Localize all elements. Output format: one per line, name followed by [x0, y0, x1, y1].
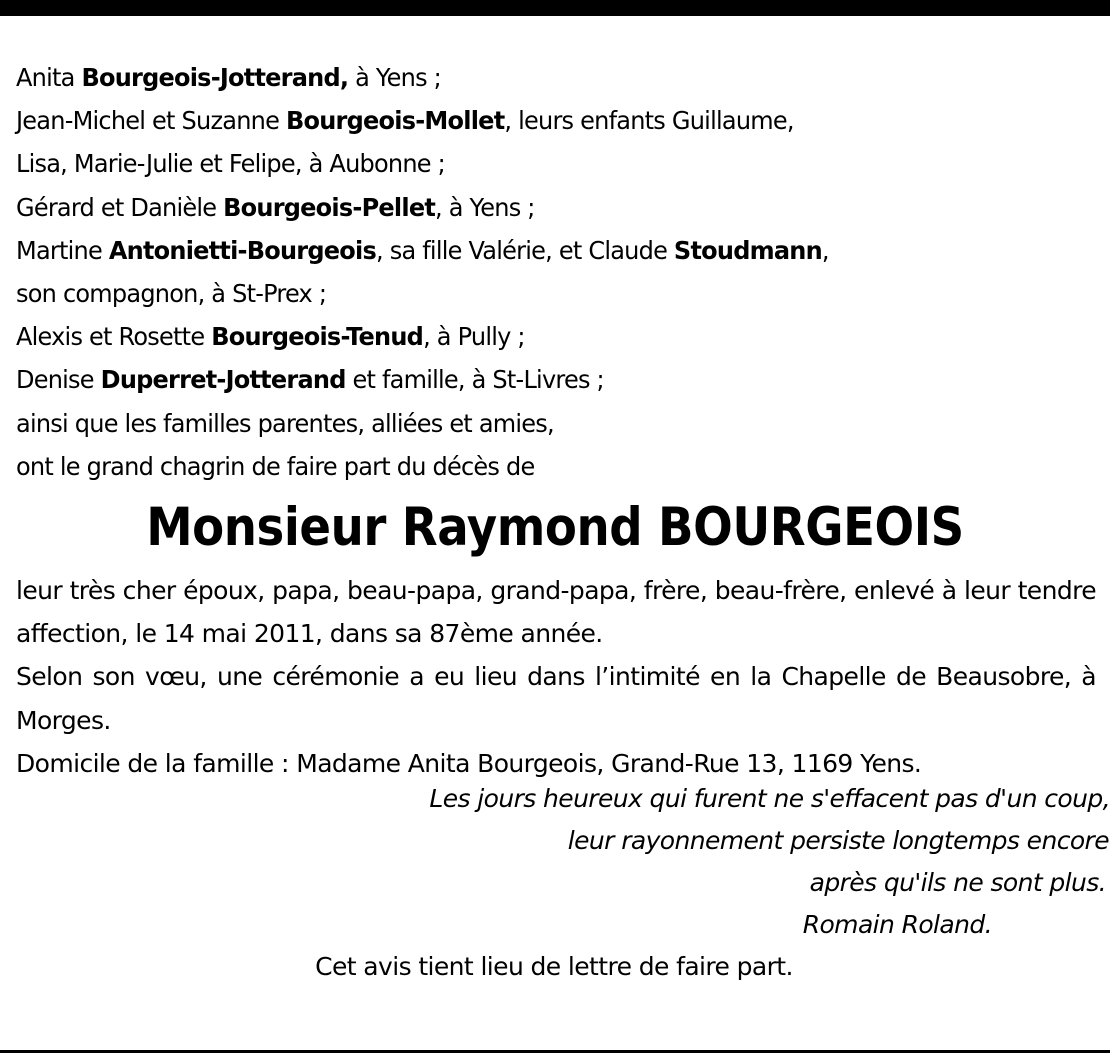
family-line	[16, 445, 1051, 488]
family-text: Denise	[16, 365, 101, 395]
family-text: et famille, à St-Livres ;	[345, 365, 604, 395]
family-line	[16, 229, 1051, 272]
family-line	[16, 272, 1051, 315]
family-text: , sa fille Valérie, et Claude	[375, 235, 674, 265]
bottom-border-rule	[0, 1050, 1110, 1053]
family-line	[16, 402, 1051, 445]
deceased-name: Monsieur Raymond BOURGEOIS	[146, 497, 964, 559]
quote-line: Les jours heureux qui furent ne s'effacent pas d'un coup,	[429, 784, 1110, 813]
family-text: , leurs enfants Guillaume,	[504, 106, 794, 136]
family-line	[16, 315, 1051, 358]
quote-line: leur rayonnement persiste longtemps encore	[567, 826, 1109, 855]
family-line	[16, 142, 1051, 185]
notice-body	[16, 569, 1096, 785]
quote-author: Romain Roland.	[802, 910, 992, 939]
family-text: son compagnon, à St-Prex ;	[16, 279, 327, 309]
family-text: Alexis et Rosette	[16, 322, 212, 352]
tribute-paragraph: leur très cher époux, papa, beau-papa, grand-papa, frère, beau-frère, enlevé à leur tendre affection, le 14 mai 2011, dans sa 87ème année.	[16, 576, 1096, 649]
family-text: Anita	[16, 63, 82, 92]
family-surname: Bourgeois-Mollet	[285, 106, 505, 136]
family-line	[16, 56, 1051, 99]
family-text: ,	[821, 235, 829, 265]
top-border-rule	[0, 0, 1110, 16]
family-text: Martine	[16, 235, 109, 265]
family-text: , à Yens ;	[435, 192, 535, 222]
death-notice	[16, 56, 1094, 785]
family-surname: Bourgeois-Tenud	[211, 322, 424, 352]
closing-note: Cet avis tient lieu de lettre de faire part.	[315, 952, 793, 981]
family-text: , à Pully ;	[423, 322, 525, 352]
family-text: ainsi que les familles parentes, alliées et amies,	[16, 408, 554, 438]
family-line	[16, 99, 1051, 142]
family-text: Lisa, Marie-Julie et Felipe, à Aubonne ;	[16, 149, 445, 179]
quote-line: après qu'ils ne sont plus.	[809, 868, 1106, 897]
quotation	[30, 778, 1110, 946]
family-text: à Yens ;	[348, 63, 441, 92]
family-text: Jean-Michel et Suzanne	[16, 106, 286, 136]
family-surname: Stoudmann	[673, 235, 822, 265]
family-text: Gérard et Danièle	[16, 192, 224, 222]
family-surname: Bourgeois-Pellet	[223, 192, 436, 222]
family-surname: Antonietti-Bourgeois	[108, 235, 376, 265]
family-line	[16, 358, 1051, 401]
family-text: ont le grand chagrin de faire part du décès de	[16, 451, 535, 481]
family-line	[16, 186, 1051, 229]
family-address-paragraph: Domicile de la famille : Madame Anita Bourgeois, Grand-Rue 13, 1169 Yens.	[16, 748, 922, 778]
family-list	[16, 56, 1051, 488]
family-surname: Duperret-Jotterand	[100, 365, 346, 395]
ceremony-paragraph: Selon son vœu, une cérémonie a eu lieu dans l’intimité en la Chapelle de Beausobre, à Morges.	[16, 662, 1096, 735]
family-surname: Bourgeois-Jotterand,	[81, 63, 349, 92]
